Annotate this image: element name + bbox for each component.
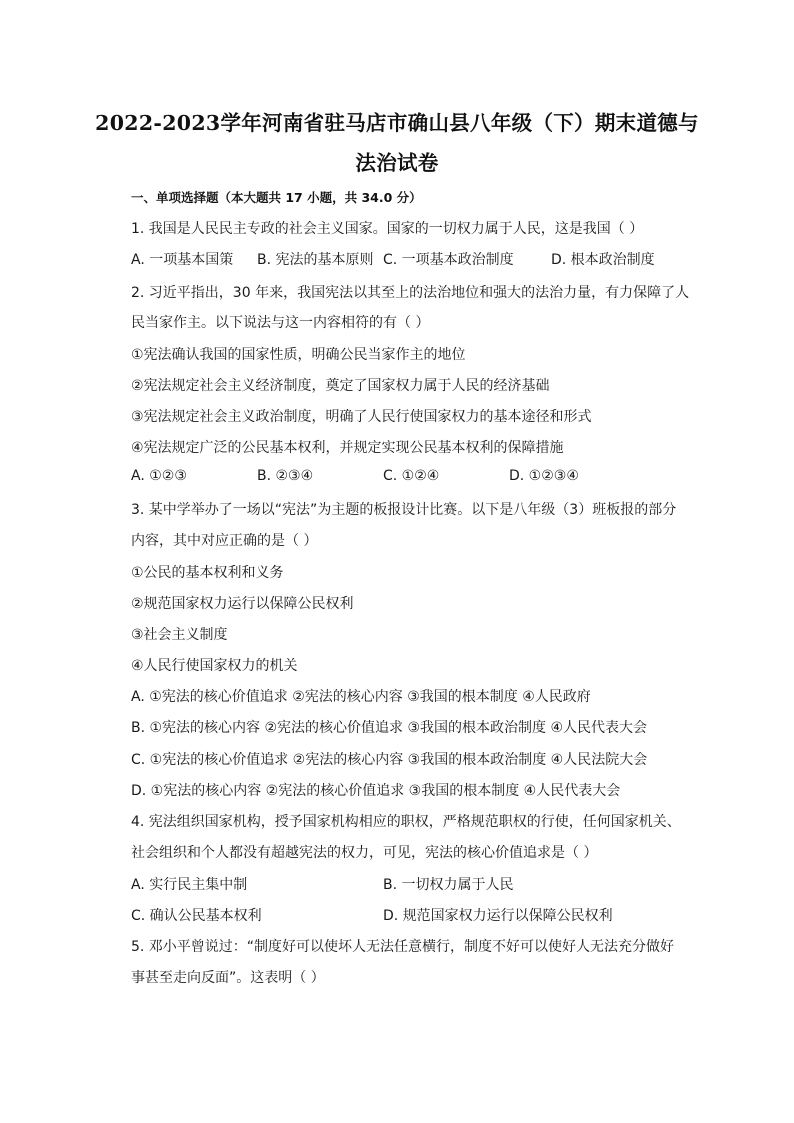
question-4-stem-line1: 4. 宪法组织国家机构，授予国家机构相应的职权，严格规范职权的行使，任何国家机关、 — [131, 814, 681, 830]
section-heading: 一、单项选择题（本大题共 17 小题，共 34.0 分） — [131, 190, 422, 205]
question-4-option-a: A. 实行民主集中制 — [131, 877, 248, 893]
question-3-option-b: B. ①宪法的核心内容 ②宪法的核心价值追求 ③我国的根本政治制度 ④人民代表大会 — [131, 720, 648, 736]
question-1-option-b: B. 宪法的基本原则 — [257, 252, 374, 268]
question-1-option-d: D. 根本政治制度 — [551, 252, 655, 268]
question-2-item-1: ①宪法确认我国的国家性质，明确公民当家作主的地位 — [131, 347, 466, 363]
question-3-item-1: ①公民的基本权利和义务 — [131, 565, 284, 581]
question-3-stem-line2: 内容，其中对应正确的是（ ） — [131, 533, 318, 549]
question-2-item-3: ③宪法规定社会主义政治制度，明确了人民行使国家权力的基本途径和形式 — [131, 409, 592, 425]
question-5-stem-line2: 事甚至走向反面”。这表明（ ） — [131, 970, 325, 986]
question-5-stem-line1: 5. 邓小平曾说过：“制度好可以使坏人无法任意横行，制度不好可以使好人无法充分做好 — [131, 939, 675, 955]
question-4-stem-line2: 社会组织和个人都没有超越宪法的权力，可见，宪法的核心价值追求是（ ） — [131, 845, 598, 861]
question-3-option-d: D. ①宪法的核心内容 ②宪法的核心价值追求 ③我国的根本制度 ④人民代表大会 — [131, 783, 621, 799]
question-2-option-c: C. ①②④ — [383, 468, 440, 484]
exam-title-line2: 法治试卷 — [355, 151, 439, 175]
question-2-option-b: B. ②③④ — [257, 468, 314, 484]
question-3-stem-line1: 3. 某中学举办了一场以“宪法”为主题的板报设计比赛。以下是八年级（3）班板报的部分 — [131, 502, 677, 518]
question-4-option-b: B. 一切权力属于人民 — [383, 877, 514, 893]
question-2-stem-line2: 民当家作主。以下说法与这一内容相符的有（ ） — [131, 315, 430, 331]
question-3-item-2: ②规范国家权力运行以保障公民权利 — [131, 596, 354, 612]
question-2-stem-line1: 2. 习近平指出，30 年来，我国宪法以其至上的法治地位和强大的法治力量，有力保障了人 — [131, 285, 690, 301]
question-1-option-c: C. 一项基本政治制度 — [383, 252, 514, 268]
question-3-option-c: C. ①宪法的核心价值追求 ②宪法的核心内容 ③我国的根本政治制度 ④人民法院大会 — [131, 752, 648, 768]
question-2-item-2: ②宪法规定社会主义经济制度，奠定了国家权力属于人民的经济基础 — [131, 378, 550, 394]
question-4-option-c: C. 确认公民基本权利 — [131, 908, 262, 924]
question-2-item-4: ④宪法规定广泛的公民基本权利，并规定实现公民基本权利的保障措施 — [131, 440, 564, 456]
exam-title-line1: 2022-2023学年河南省驻马店市确山县八年级（下）期末道德与 — [95, 111, 699, 135]
question-4-option-d: D. 规范国家权力运行以保障公民权利 — [383, 908, 613, 924]
question-3-option-a: A. ①宪法的核心价值追求 ②宪法的核心内容 ③我国的根本制度 ④人民政府 — [131, 689, 591, 705]
question-1-option-a: A. 一项基本国策 — [131, 252, 234, 268]
question-2-option-a: A. ①②③ — [131, 468, 187, 484]
question-3-item-4: ④人民行使国家权力的机关 — [131, 658, 298, 674]
question-3-item-3: ③社会主义制度 — [131, 627, 228, 643]
question-1-stem: 1. 我国是人民民主专政的社会主义国家。国家的一切权力属于人民，这是我国（ ） — [131, 221, 644, 237]
question-2-option-d: D. ①②③④ — [509, 468, 579, 484]
